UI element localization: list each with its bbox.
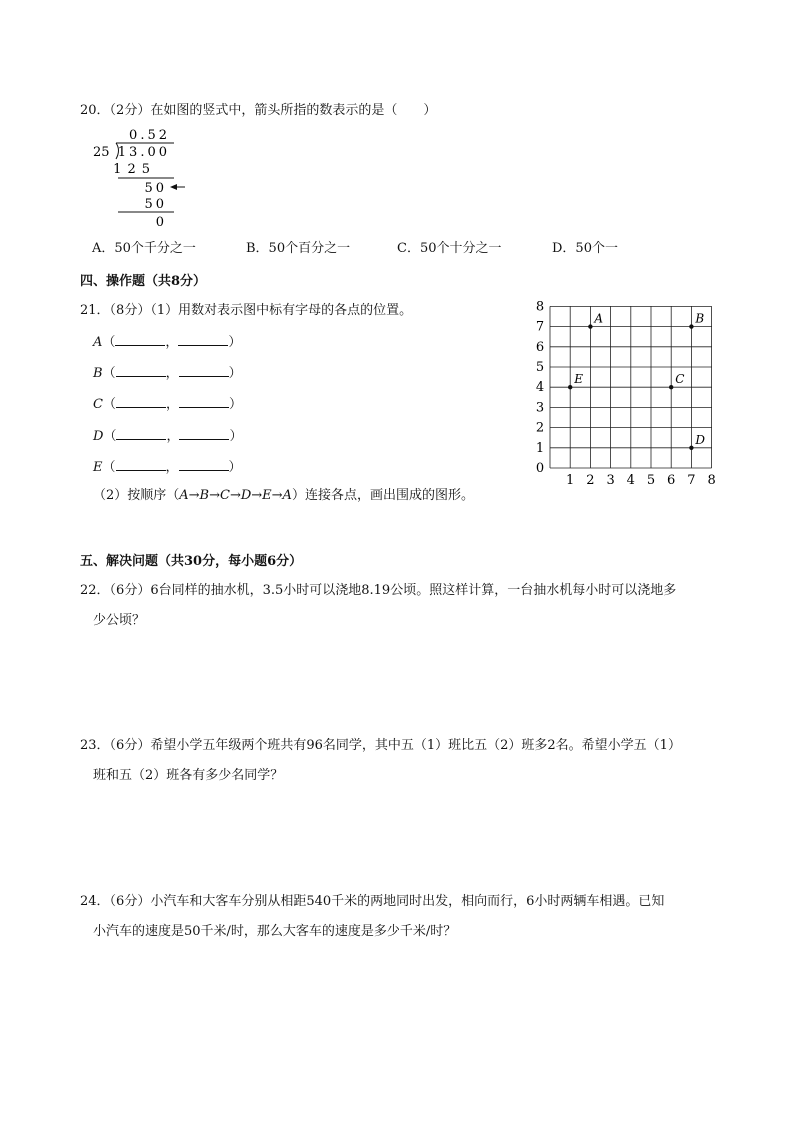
long-division-figure [92, 126, 187, 228]
data-point-label: B [695, 311, 705, 326]
y-tick-label: 3 [535, 400, 545, 416]
q21-stem: 21．（8分）（1）用数对表示图中标有字母的各点的位置。 [80, 303, 413, 318]
paren-close: ） [228, 397, 242, 412]
coordinate-grid-svg [528, 298, 728, 490]
point-letter: D [93, 429, 104, 444]
q21-row-e [93, 456, 242, 475]
point-letter: E [93, 460, 103, 475]
x-tick-label: 7 [687, 473, 696, 488]
y-tick-label: 8 [535, 299, 545, 315]
point-letter: A [93, 335, 103, 350]
paren-close: ） [228, 366, 242, 381]
x-tick-label: 3 [606, 473, 615, 488]
answer-blank-x[interactable] [116, 364, 166, 377]
data-point-label: E [574, 372, 583, 387]
q20-option-c: C．50个十分之一 [397, 241, 502, 256]
q22-line-1: 22．（6分）6台同样的抽水机，3.5小时可以浇地8.19公顷。照这样计算，一台抽水机每小时可以浇地多 [80, 583, 677, 598]
q20-option-d: D．50个一 [552, 241, 618, 256]
x-tick-label: 5 [646, 473, 656, 488]
paren-open: （ [102, 460, 116, 475]
arrow-icon [170, 184, 177, 190]
comma: ， [166, 429, 180, 444]
division-step2: 50 [144, 181, 167, 196]
data-point [588, 324, 592, 328]
q20-option-b: B．50个百分之一 [246, 241, 351, 256]
data-point-label: D [695, 432, 706, 447]
division-quotient: 0.52 [129, 128, 170, 143]
paren-open: （ [103, 429, 117, 444]
paren-open: （ [102, 366, 116, 381]
long-division-svg [92, 126, 187, 228]
data-point [669, 385, 673, 389]
paren-open: （ [102, 335, 116, 350]
section-5-title: 五、解决问题（共30分，每小题6分） [80, 554, 303, 569]
paren-close: ） [229, 429, 243, 444]
point-letter: C [93, 397, 103, 412]
q20-stem: 20．（2分）在如图的竖式中，箭头所指的数表示的是（ ） [80, 103, 437, 118]
paren-close: ） [228, 460, 242, 475]
coordinate-grid [528, 298, 728, 490]
q23-line-2: 班和五（2）班各有多少名同学？ [93, 768, 284, 783]
q24-line-1: 24．（6分）小汽车和大客车分别从相距540千米的两地同时出发，相向而行，6小时两辆车相遇。已知 [80, 894, 665, 909]
data-point-label: C [675, 372, 685, 387]
paren-close: ） [228, 335, 242, 350]
part2-suffix: ）连接各点，画出围成的图形。 [291, 488, 474, 503]
comma: ， [165, 460, 179, 475]
y-tick-label: 0 [535, 461, 545, 476]
answer-blank-y[interactable] [178, 333, 228, 346]
division-divisor: 25 [93, 145, 110, 160]
answer-blank-x[interactable] [116, 395, 166, 408]
x-tick-label: 2 [586, 473, 595, 488]
y-tick-label: 2 [535, 420, 545, 436]
division-step3: 50 [144, 197, 167, 212]
y-tick-label: 1 [535, 440, 545, 456]
q21-row-c [93, 393, 242, 412]
x-tick-label: 4 [626, 473, 635, 488]
answer-blank-x[interactable] [116, 458, 166, 471]
q21-row-b [93, 362, 242, 381]
x-tick-label: 6 [667, 473, 676, 488]
y-tick-label: 6 [535, 339, 545, 355]
data-point-label: A [594, 311, 604, 326]
answer-blank-x[interactable] [115, 333, 165, 346]
point-letter: B [93, 366, 103, 381]
q24-line-2: 小汽车的速度是50千米/时，那么大客车的速度是多少千米/时？ [93, 924, 457, 939]
data-point [689, 324, 693, 328]
answer-blank-y[interactable] [179, 364, 229, 377]
comma: ， [165, 397, 179, 412]
division-remainder: 0 [155, 215, 164, 228]
section-4-title: 四、操作题（共8分） [80, 274, 207, 289]
q22-line-2: 少公顷？ [93, 613, 146, 628]
paren-open: （ [102, 397, 116, 412]
q21-row-a [93, 331, 241, 350]
answer-blank-y[interactable] [179, 458, 229, 471]
answer-blank-x[interactable] [116, 427, 166, 440]
q23-line-1: 23．（6分）希望小学五年级两个班共有96名同学，其中五（1）班比五（2）班多2名。希望小学五（1） [80, 738, 681, 753]
q21-row-d [93, 425, 242, 444]
x-tick-label: 1 [566, 473, 575, 488]
part2-sequence: A→B→C→D→E→A [179, 488, 292, 503]
part2-prefix: （2）按顺序（ [93, 488, 180, 503]
comma: ， [165, 366, 179, 381]
answer-blank-y[interactable] [179, 395, 229, 408]
q21-part2 [93, 487, 474, 505]
y-tick-label: 7 [535, 319, 545, 335]
y-tick-label: 5 [535, 360, 545, 375]
x-tick-label: 8 [707, 473, 716, 488]
answer-blank-y[interactable] [179, 427, 229, 440]
division-step1: 125 [113, 162, 156, 177]
y-tick-label: 4 [535, 380, 545, 396]
data-point [568, 385, 572, 389]
data-point [689, 446, 693, 450]
comma: ， [165, 335, 179, 350]
q20-option-a: A．50个千分之一 [92, 241, 196, 256]
division-dividend: 13.00 [117, 145, 170, 160]
